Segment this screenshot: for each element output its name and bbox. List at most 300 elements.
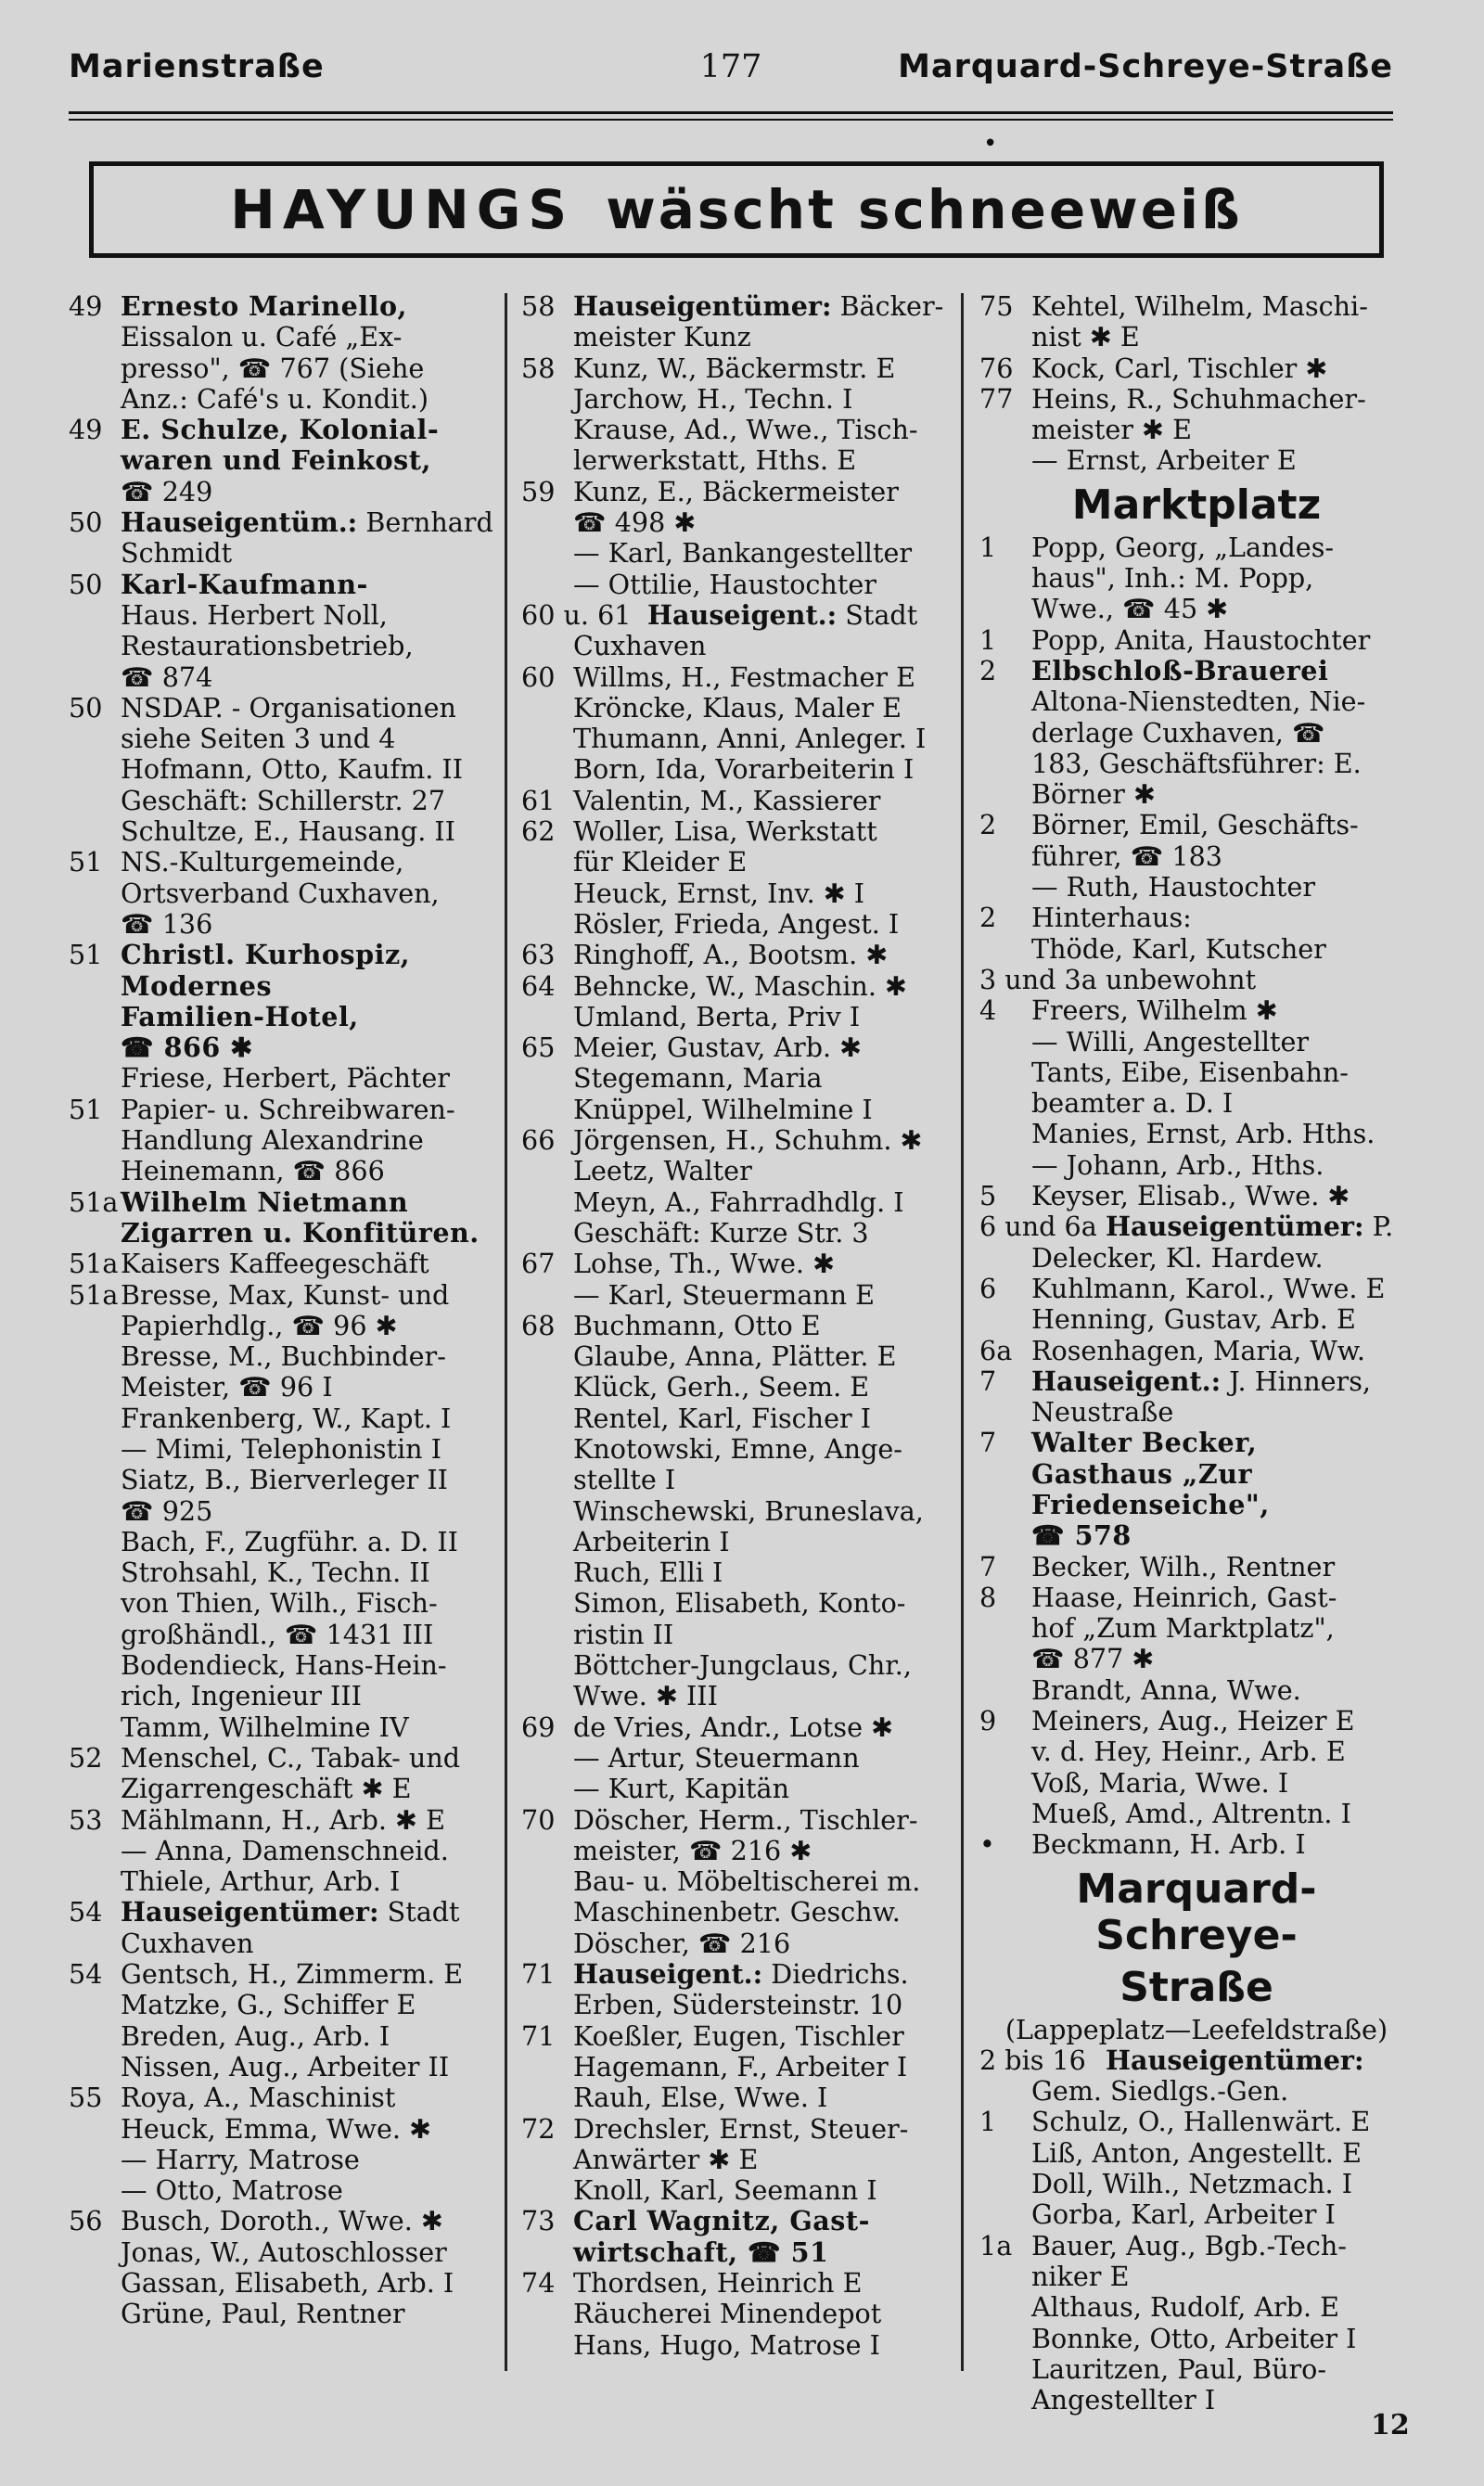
- entry-text: Leetz, Walter: [573, 1155, 752, 1187]
- ad-slogan: wäscht schneeweiß: [606, 178, 1243, 241]
- entry-text: — Ernst, Arbeiter E: [1031, 444, 1297, 477]
- directory-entry: [521, 477, 953, 507]
- directory-entry: [69, 693, 497, 724]
- directory-entry: [979, 1520, 1414, 1551]
- house-number: 49: [69, 290, 103, 322]
- directory-entry: [979, 1736, 1414, 1767]
- house-number: 9: [979, 1705, 997, 1737]
- entry-text: Meier, Gustav, Arb. ✱: [573, 1032, 863, 1064]
- entry-text: Elbschloß-Brauerei: [1031, 654, 1329, 686]
- entry-text: Friedenseiche",: [1031, 1488, 1270, 1520]
- entry-text: Meyn, A., Fahrradhdlg. I: [573, 1185, 904, 1218]
- entry-text: Mählmann, H., Arb. ✱ E: [121, 1803, 445, 1836]
- house-number: 62: [521, 815, 556, 848]
- entry-text: lerwerkstatt, Hths. E: [573, 444, 857, 477]
- entry-text: Rosenhagen, Maria, Ww.: [1031, 1334, 1365, 1366]
- directory-entry: [521, 1681, 953, 1711]
- entry-text: Handlung Alexandrine: [121, 1124, 424, 1157]
- directory-entry: [979, 656, 1414, 686]
- entry-text: nist ✱ E: [1031, 321, 1140, 353]
- house-number: 51a: [69, 1185, 119, 1218]
- entry-text: Hauseigentümer: Stadt: [121, 1896, 460, 1929]
- house-number: 61: [521, 784, 556, 816]
- directory-entry: [521, 1588, 953, 1619]
- entry-text: — Karl, Steuermann E: [573, 1278, 876, 1311]
- directory-entry: [69, 1187, 497, 1218]
- directory-entry: [69, 1341, 497, 1372]
- entry-text: Freers, Wilhelm ✱: [1031, 994, 1278, 1027]
- directory-entry: [521, 2052, 953, 2082]
- directory-entry: [979, 1706, 1414, 1736]
- entry-text: Carl Wagnitz, Gast-: [573, 2205, 870, 2237]
- entry-text: Maschinenbetr. Geschw.: [573, 1896, 901, 1929]
- directory-entry: [69, 1712, 497, 1743]
- house-number: 65: [521, 1032, 556, 1064]
- directory-entry: [979, 1644, 1414, 1674]
- house-number: 53: [69, 1803, 103, 1836]
- entry-text: Angestellter I: [1031, 2384, 1216, 2416]
- header-left-street: Marienstraße: [69, 48, 325, 85]
- entry-text: Christl. Kurhospiz,: [121, 939, 411, 971]
- entry-text: Jarchow, H., Techn. I: [573, 382, 853, 415]
- directory-entry: [979, 445, 1414, 476]
- entry-text: — Karl, Bankangestellter: [573, 537, 913, 570]
- entry-text: ☎ 866 ✱: [121, 1032, 253, 1064]
- directory-entry: [521, 2330, 953, 2361]
- entry-text: Willms, H., Festmacher E: [573, 660, 915, 693]
- entry-text: Kaisers Kaffeegeschäft: [121, 1248, 429, 1280]
- entry-text: de Vries, Andr., Lotse ✱: [573, 1711, 894, 1743]
- directory-entry: [69, 445, 497, 476]
- entry-text: Kröncke, Klaus, Maler E: [573, 691, 902, 724]
- directory-entry: [69, 353, 497, 384]
- directory-entry: [979, 2262, 1414, 2292]
- directory-entry: [69, 2268, 497, 2299]
- house-number: 64: [521, 969, 556, 1002]
- entry-text: Hauseigent.: Diedrichs.: [573, 1958, 909, 1991]
- header-rule-thin: [69, 119, 1393, 121]
- entry-text: Siatz, B., Bierverleger II: [121, 1464, 448, 1496]
- directory-entry: [69, 1249, 497, 1279]
- entry-text: Drechsler, Ernst, Steuer-: [573, 2112, 909, 2145]
- sheet-number: 12: [1371, 2409, 1410, 2441]
- entry-text: — Mimi, Telephonistin I: [121, 1432, 441, 1465]
- entry-text: Bonnke, Otto, Arbeiter I: [1031, 2322, 1357, 2354]
- entry-text: Heuck, Emma, Wwe. ✱: [121, 2112, 432, 2145]
- entry-text: presso", ☎ 767 (Siehe: [121, 352, 425, 384]
- entry-text: Cuxhaven: [121, 1927, 254, 1959]
- directory-entry: [521, 971, 953, 1002]
- entry-text: Lohse, Th., Wwe. ✱: [573, 1248, 836, 1280]
- entry-text: Klück, Gerh., Seem. E: [573, 1371, 870, 1403]
- directory-entry: [69, 878, 497, 909]
- directory-entry: [521, 1187, 953, 1218]
- directory-entry: [69, 1557, 497, 1588]
- entry-text: Liß, Anton, Angestellt. E: [1031, 2136, 1362, 2169]
- directory-entry: [979, 1243, 1414, 1274]
- entry-text: Bodendieck, Hans-Hein-: [121, 1649, 447, 1682]
- entry-text: Roya, A., Maschinist: [121, 2082, 396, 2114]
- house-number: 2: [979, 809, 997, 841]
- entry-text: — Ottilie, Haustochter: [573, 568, 876, 600]
- entry-text: Thordsen, Heinrich E: [573, 2267, 863, 2299]
- directory-entry: [521, 291, 953, 322]
- entry-text: rich, Ingenieur III: [121, 1680, 362, 1712]
- directory-entry: [69, 1311, 497, 1341]
- directory-entry: [521, 1836, 953, 1866]
- house-number: 55: [69, 2082, 103, 2114]
- entry-text: Brandt, Anna, Wwe.: [1031, 1673, 1301, 1706]
- directory-entry: [979, 1397, 1414, 1428]
- directory-entry: [69, 291, 497, 322]
- directory-entry: [69, 2021, 497, 2052]
- directory-entry: [979, 1274, 1414, 1304]
- entry-text: Born, Ida, Vorarbeiterin I: [573, 753, 915, 786]
- entry-text: meister Kunz: [573, 321, 751, 353]
- directory-entry: [521, 1063, 953, 1094]
- entry-text: Buchmann, Otto E: [573, 1309, 821, 1341]
- directory-entry: [521, 1465, 953, 1495]
- entry-text: Walter Becker,: [1031, 1427, 1258, 1459]
- entry-text: Zigarrengeschäft ✱ E: [121, 1773, 412, 1805]
- entry-text: Anz.: Café's u. Kondit.): [121, 382, 429, 415]
- directory-entry: [69, 816, 497, 847]
- entry-text: ☎ 136: [121, 907, 213, 940]
- entry-text: Haase, Heinrich, Gast-: [1031, 1581, 1337, 1613]
- entry-text: ☎ 249: [121, 475, 213, 507]
- entry-text: Zigarren u. Konfitüren.: [121, 1216, 480, 1249]
- directory-entry: [69, 1743, 497, 1774]
- directory-entry: [69, 1959, 497, 1990]
- house-number: 58: [521, 352, 556, 384]
- entry-text: Knüppel, Wilhelmine I: [573, 1093, 873, 1125]
- directory-entry: [979, 291, 1414, 322]
- directory-entry: [979, 1088, 1414, 1119]
- entry-text: führer, ☎ 183: [1031, 839, 1222, 872]
- directory-entry: [69, 2237, 497, 2268]
- directory-entry: [979, 1490, 1414, 1520]
- entry-text: Behncke, W., Maschin. ✱: [573, 969, 907, 1002]
- directory-entry: [521, 754, 953, 785]
- directory-entry: [69, 1990, 497, 2020]
- directory-entry: [521, 878, 953, 909]
- directory-entry: [979, 1552, 1414, 1583]
- directory-entry: [521, 786, 953, 816]
- directory-entry: [979, 2292, 1414, 2323]
- entry-text: Rentel, Karl, Fischer I: [573, 1402, 872, 1434]
- directory-entry: [69, 2299, 497, 2329]
- directory-entry: [979, 1459, 1414, 1490]
- entry-text: — Artur, Steuermann: [573, 1741, 860, 1774]
- directory-entry: [979, 903, 1414, 933]
- house-number: 54: [69, 1958, 103, 1991]
- house-number: 3 und 3a: [979, 963, 1097, 995]
- entry-text: Jörgensen, H., Schuhm. ✱: [573, 1124, 923, 1157]
- directory-entry: [979, 1799, 1414, 1829]
- entry-text: Schmidt: [121, 537, 233, 570]
- directory-entry: [979, 415, 1414, 445]
- entry-text: Bresse, M., Buchbinder-: [121, 1340, 446, 1373]
- entry-text: stellte I: [573, 1464, 676, 1496]
- directory-entry: [979, 841, 1414, 872]
- directory-entry: [979, 2199, 1414, 2230]
- house-number: 74: [521, 2267, 556, 2299]
- entry-text: Rauh, Else, Wwe. I: [573, 2082, 828, 2114]
- directory-entry: [69, 971, 497, 1002]
- directory-entry: [521, 693, 953, 724]
- entry-text: E. Schulze, Kolonial-: [121, 414, 440, 446]
- entry-text: Ruch, Elli I: [573, 1557, 723, 1589]
- directory-entry: [69, 322, 497, 352]
- entry-text: Becker, Wilh., Rentner: [1031, 1550, 1336, 1583]
- directory-entry: [521, 1434, 953, 1465]
- directory-entry: [69, 1836, 497, 1866]
- directory-entry: [979, 2169, 1414, 2199]
- entry-text: Döscher, ☎ 216: [573, 1927, 791, 1959]
- house-number: 59: [521, 475, 556, 507]
- house-number: 51a: [69, 1278, 119, 1311]
- entry-text: Busch, Doroth., Wwe. ✱: [121, 2205, 443, 2237]
- entry-text: großhändl., ☎ 1431 III: [121, 1618, 434, 1650]
- directory-entry: [521, 1897, 953, 1928]
- directory-entry: [979, 384, 1414, 415]
- directory-entry: [521, 1527, 953, 1557]
- entry-text: Modernes: [121, 969, 273, 1002]
- house-number: 70: [521, 1803, 556, 1836]
- house-number: 50: [69, 506, 103, 539]
- directory-entry: [979, 995, 1414, 1026]
- directory-entry: [69, 786, 497, 816]
- directory-entry: [979, 2324, 1414, 2354]
- column-divider: [961, 293, 964, 2371]
- entry-text: Börner, Emil, Geschäfts-: [1031, 809, 1359, 841]
- entry-text: Heuck, Ernst, Inv. ✱ I: [573, 877, 865, 909]
- directory-entry: [69, 1125, 497, 1156]
- entry-text: Hans, Hugo, Matrose I: [573, 2328, 880, 2361]
- entry-text: Tants, Eibe, Eisenbahn-: [1031, 1056, 1349, 1088]
- house-number: 51a: [69, 1248, 119, 1280]
- directory-entry: [69, 1650, 497, 1681]
- directory-entry: [979, 1829, 1414, 1860]
- directory-entry: [979, 2354, 1414, 2385]
- entry-text: 183, Geschäftsführer: E.: [1031, 747, 1362, 779]
- entry-text: Strohsahl, K., Techn. II: [121, 1557, 430, 1589]
- entry-text: v. d. Hey, Heinr., Arb. E: [1031, 1736, 1346, 1768]
- directory-entry: [521, 2082, 953, 2113]
- entry-text: waren und Feinkost,: [121, 444, 431, 477]
- entry-text: Hauseigent.: Stadt: [647, 598, 918, 631]
- entry-text: Wwe., ☎ 45 ✱: [1031, 593, 1229, 625]
- directory-entry: [69, 1095, 497, 1125]
- directory-entry: [521, 1372, 953, 1403]
- entry-text: haus", Inh.: M. Popp,: [1031, 562, 1314, 595]
- entry-text: NS.-Kulturgemeinde,: [121, 846, 404, 878]
- entry-text: Menschel, C., Tabak- und: [121, 1741, 461, 1774]
- house-number: •: [979, 1828, 995, 1861]
- entry-text: Meiners, Aug., Heizer E: [1031, 1705, 1355, 1737]
- directory-entry: [521, 1095, 953, 1125]
- entry-text: Voß, Maria, Wwe. I: [1031, 1766, 1289, 1799]
- directory-entry: [521, 1620, 953, 1650]
- entry-text: ☎ 874: [121, 660, 213, 693]
- directory-entry: [979, 1768, 1414, 1799]
- house-number: 7: [979, 1365, 997, 1397]
- directory-entry: [979, 1119, 1414, 1149]
- directory-entry: [521, 2114, 953, 2145]
- entry-text: Familien-Hotel,: [121, 1000, 359, 1032]
- entry-text: Geschäft: Kurze Str. 3: [573, 1216, 869, 1249]
- entry-text: Popp, Anita, Haustochter: [1031, 623, 1371, 656]
- directory-entry: [521, 1805, 953, 1836]
- entry-text: — Ruth, Haustochter: [1031, 871, 1316, 903]
- directory-entry: [979, 1027, 1414, 1057]
- entry-text: NSDAP. - Organisationen: [121, 691, 456, 724]
- directory-entry: [69, 1156, 497, 1186]
- entry-text: Friese, Herbert, Pächter: [121, 1062, 450, 1095]
- entry-text: Hauseigentümer: Bäcker-: [573, 290, 944, 322]
- directory-entry: [979, 625, 1414, 656]
- entry-text: von Thien, Wilh., Fisch-: [121, 1587, 438, 1620]
- entry-text: Kock, Carl, Tischler ✱: [1031, 352, 1328, 384]
- directory-entry: [521, 1218, 953, 1249]
- entry-text: Knotowski, Emne, Ange-: [573, 1432, 902, 1465]
- directory-entry: [69, 1032, 497, 1063]
- entry-text: ☎ 877 ✱: [1031, 1643, 1155, 1675]
- directory-entry: [979, 1428, 1414, 1458]
- house-number: 5: [979, 1180, 997, 1212]
- entry-text: Heinemann, ☎ 866: [121, 1155, 385, 1187]
- directory-entry: [69, 909, 497, 940]
- directory-entry: [521, 1774, 953, 1804]
- entry-text: Thiele, Arthur, Arb. I: [121, 1865, 401, 1898]
- house-number: 1: [979, 2106, 997, 2138]
- entry-text: Böttcher-Jungclaus, Chr.,: [573, 1649, 912, 1682]
- entry-text: Papierhdlg., ☎ 96 ✱: [121, 1309, 398, 1341]
- house-number: 2: [979, 902, 997, 934]
- entry-text: Hauseigentümer: P.: [1106, 1211, 1394, 1243]
- house-number: 76: [979, 352, 1014, 384]
- speck: •: [983, 130, 998, 158]
- directory-entry: [521, 1311, 953, 1341]
- directory-entry: [521, 1990, 953, 2020]
- directory-entry: [69, 507, 497, 538]
- entry-text: Döscher, Herm., Tischler-: [573, 1803, 918, 1836]
- entry-text: Cuxhaven: [573, 630, 707, 662]
- entry-text: Meister, ☎ 96 I: [121, 1371, 333, 1403]
- entry-text: Arbeiterin I: [573, 1525, 730, 1557]
- house-number: 63: [521, 939, 556, 971]
- house-number: 1a: [979, 2229, 1013, 2262]
- directory-entry: [979, 749, 1414, 779]
- directory-entry: [69, 2114, 497, 2145]
- house-number: 6 und 6a: [979, 1211, 1097, 1243]
- entry-text: — Anna, Damenschneid.: [121, 1834, 449, 1866]
- directory-entry: [521, 415, 953, 445]
- entry-text: Grüne, Paul, Rentner: [121, 2298, 405, 2330]
- directory-entry: [521, 1743, 953, 1774]
- entry-text: — Willi, Angestellter: [1031, 1025, 1310, 1057]
- entry-text: Papier- u. Schreibwaren-: [121, 1093, 455, 1125]
- column-divider: [505, 293, 507, 2371]
- entry-text: — Johann, Arb., Hths.: [1031, 1148, 1324, 1181]
- house-number: 52: [69, 1741, 103, 1774]
- directory-entry: [521, 2237, 953, 2268]
- directory-entry: [521, 1650, 953, 1681]
- entry-text: Lauritzen, Paul, Büro-: [1031, 2352, 1327, 2385]
- house-number: 58: [521, 290, 556, 322]
- house-number: 71: [521, 1958, 556, 1991]
- directory-entry: [979, 2138, 1414, 2169]
- directory-entry: [69, 1002, 497, 1032]
- entry-text: meister, ☎ 216 ✱: [573, 1834, 812, 1866]
- directory-entry: [69, 1929, 497, 1959]
- entry-text: ☎ 925: [121, 1494, 213, 1527]
- directory-entry: [521, 570, 953, 600]
- directory-entry: [521, 816, 953, 847]
- house-number: 2 bis 16: [979, 2044, 1086, 2076]
- directory-entry: [979, 872, 1414, 903]
- directory-entry: [521, 2021, 953, 2052]
- entry-text: Restaurationsbetrieb,: [121, 630, 414, 662]
- entry-text: Thöde, Karl, Kutscher: [1031, 932, 1326, 965]
- directory-entry: [521, 2268, 953, 2299]
- house-number: 66: [521, 1124, 556, 1157]
- directory-entry: [69, 600, 497, 631]
- entry-text: Doll, Wilh., Netzmach. I: [1031, 2168, 1353, 2200]
- entry-text: Hofmann, Otto, Kaufm. II: [121, 753, 464, 786]
- directory-entry: [69, 570, 497, 600]
- directory-entry: [521, 1002, 953, 1032]
- directory-entry: [521, 384, 953, 415]
- directory-entry: [521, 2145, 953, 2175]
- directory-entry: [979, 594, 1414, 624]
- directory-entry: [521, 1125, 953, 1156]
- header-rule: [69, 111, 1393, 114]
- directory-entry: [69, 2052, 497, 2082]
- directory-entry: [979, 1304, 1414, 1335]
- directory-entry: [521, 1156, 953, 1186]
- entry-text: siehe Seiten 3 und 4: [121, 723, 396, 755]
- entry-text: Knoll, Karl, Seemann I: [573, 2174, 877, 2207]
- entry-text: Gorba, Karl, Arbeiter I: [1031, 2198, 1336, 2231]
- entry-text: Tamm, Wilhelmine IV: [121, 1711, 409, 1743]
- entry-text: Jonas, W., Autoschlosser: [121, 2236, 447, 2268]
- directory-entry: [69, 940, 497, 970]
- directory-entry: [521, 909, 953, 940]
- house-number: 69: [521, 1711, 556, 1743]
- directory-entry: [521, 2206, 953, 2236]
- directory-column-1: [69, 291, 497, 2330]
- directory-entry: [521, 2175, 953, 2206]
- entry-text: Hagemann, F., Arbeiter I: [573, 2050, 908, 2082]
- directory-entry: [69, 1403, 497, 1434]
- entry-text: Henning, Gustav, Arb. E: [1031, 1303, 1356, 1336]
- house-number: 7: [979, 1427, 997, 1459]
- directory-entry: [521, 1712, 953, 1743]
- house-number: 50: [69, 568, 103, 600]
- directory-entry: [521, 1403, 953, 1434]
- entry-text: ☎ 498 ✱: [573, 506, 697, 539]
- directory-entry: [69, 1063, 497, 1094]
- directory-entry: [69, 754, 497, 785]
- house-number: 1: [979, 531, 997, 563]
- entry-text: — Kurt, Kapitän: [573, 1773, 789, 1805]
- house-number: 60 u. 61: [521, 598, 632, 631]
- entry-text: Schultze, E., Hausang. II: [121, 815, 455, 848]
- entry-text: Mueß, Amd., Altrentn. I: [1031, 1797, 1351, 1829]
- entry-text: Winschewski, Bruneslava,: [573, 1494, 924, 1527]
- house-number: 2: [979, 654, 997, 686]
